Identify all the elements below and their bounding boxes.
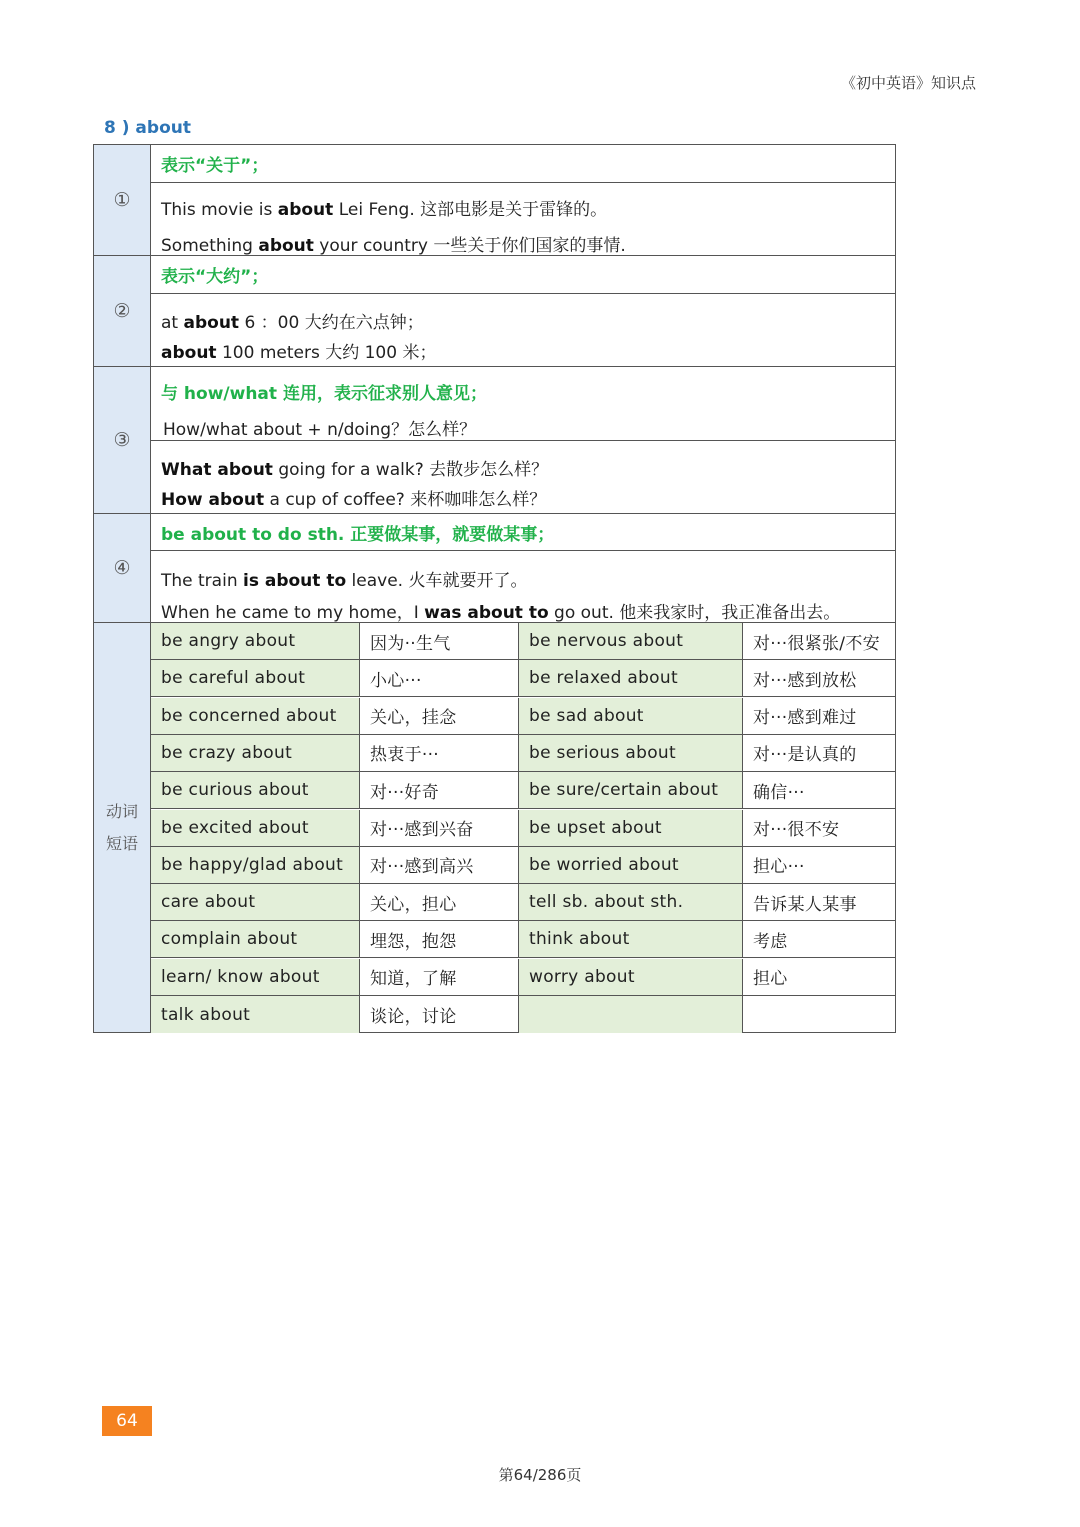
block-heading: be about to do sth. 正要做某事，就要做某事； [151,514,895,551]
phrase-cell: be excited about [151,810,360,846]
table-row [151,698,895,735]
phrase-cell: tell sb. about sth. [519,884,743,920]
phrase-cell: be nervous about [519,623,743,659]
block-heading: 表示“大约”； [151,256,895,294]
phrase-cell: talk about [151,996,360,1033]
table-row [151,735,895,772]
phrase-grid [151,623,895,1032]
meaning-cell: 知道，了解 [360,959,519,995]
usage-block-3 [93,366,896,514]
phrase-cell: be careful about [151,660,360,696]
page-number-badge: 64 [102,1406,152,1436]
meaning-cell [743,996,895,1033]
phrase-cell: complain about [151,921,360,957]
example-sentence: This movie is about Lei Feng. 这部电影是关于雷锋的。 [161,200,608,220]
meaning-cell: 告诉某人某事 [753,894,857,915]
usage-block-2 [93,255,896,367]
phrase-cell: think about [519,921,743,957]
phrase-cell: learn/ know about [151,959,360,995]
phrase-cell: be sad about [519,698,743,734]
phrase-cell: be upset about [519,810,743,846]
phrase-cell: be serious about [519,735,743,771]
meaning-cell: 关心，挂念 [360,698,519,734]
table-row [151,884,895,921]
usage-block-4 [93,513,896,623]
meaning-cell: 考虑 [753,931,788,952]
table-row [151,996,895,1033]
phrase-cell: be sure/certain about [519,772,743,808]
phrase-cell: be worried about [519,847,743,883]
example-sentence: How about a cup of coffee? 来杯咖啡怎么样？ [161,490,547,510]
meaning-cell: 因为··生气 [360,623,519,659]
block-number: ② [94,256,151,366]
table-row [151,772,895,809]
example-sentence: When he came to my home，I was about to go out. 他来我家时，我正准备出去。 [161,603,841,623]
section-title: 8 ) about [104,118,191,138]
phrase-cell: be crazy about [151,735,360,771]
phrase-cell: be curious about [151,772,360,808]
table-label: 动词 短语 [94,623,151,1032]
block-number: ③ [94,367,151,513]
meaning-cell: 对···好奇 [360,772,519,808]
block-number: ④ [94,514,151,622]
block-number: ① [94,145,151,255]
phrase-cell [519,996,743,1033]
table-row [151,810,895,847]
phrase-cell: be happy/glad about [151,847,360,883]
meaning-cell: 确信··· [753,782,805,803]
block-heading: 表示“关于”； [151,145,895,183]
example-sentence: The train is about to leave. 火车就要开了。 [161,571,528,591]
table-row [151,660,895,697]
meaning-cell: 小心··· [360,660,519,696]
usage-formula: How/what about + n/doing？怎么样？ [163,420,477,440]
meaning-cell: 对···感到放松 [753,670,857,691]
phrase-cell: be angry about [151,623,360,659]
table-row [151,847,895,884]
table-row [151,959,895,996]
block-heading: 与 how/what 连用，表示征求别人意见； [151,367,895,441]
phrase-cell: care about [151,884,360,920]
phrase-cell: be concerned about [151,698,360,734]
meaning-cell: 对···感到难过 [753,708,857,729]
meaning-cell: 热衷于··· [360,735,519,771]
phrase-cell: be relaxed about [519,660,743,696]
meaning-cell: 担心··· [753,857,805,878]
meaning-cell: 对···很不安 [753,820,840,840]
example-sentence: at about 6 ：00 大约在六点钟； [161,313,424,333]
document-header-title: 《初中英语》知识点 [840,74,976,92]
example-sentence: about 100 meters 大约 100 米； [161,343,437,363]
page-footer: 第64/286页 [498,1466,582,1484]
example-sentence: What about going for a walk? 去散步怎么样？ [161,460,549,480]
meaning-cell: 对···感到兴奋 [360,810,519,846]
example-sentence: Something about your country 一些关于你们国家的事情. [161,236,626,256]
phrase-cell: worry about [519,959,743,995]
verb-phrase-table [93,622,896,1033]
table-row [151,623,895,660]
meaning-cell: 对···很紧张/不安 [753,633,880,654]
meaning-cell: 谈论，讨论 [360,996,519,1033]
meaning-cell: 关心，担心 [360,884,519,920]
meaning-cell: 对···感到高兴 [360,847,519,883]
meaning-cell: 担心 [753,969,788,990]
table-row [151,921,895,958]
meaning-cell: 埋怨，抱怨 [360,921,519,957]
meaning-cell: 对···是认真的 [753,745,857,766]
usage-block-1 [93,144,896,256]
